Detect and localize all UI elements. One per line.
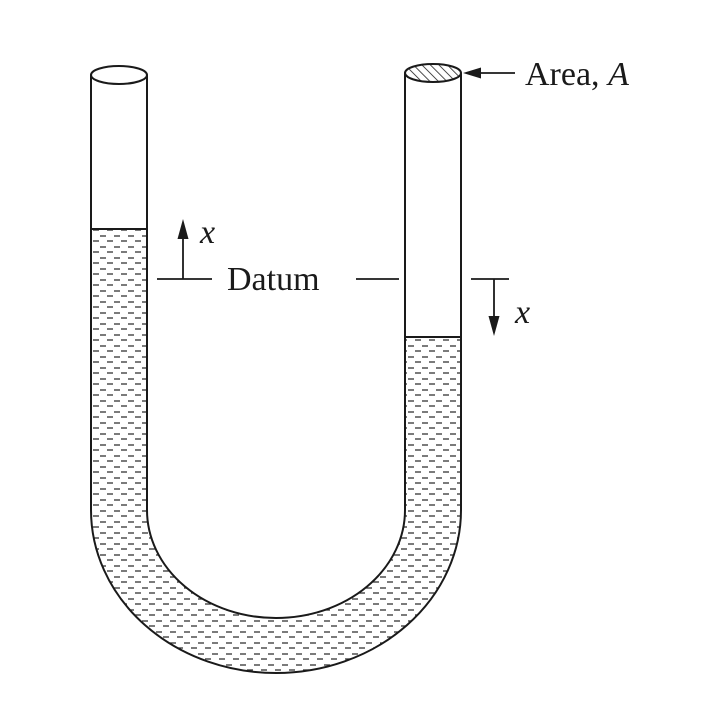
right-tube-opening — [405, 64, 461, 82]
left-displacement-label: x — [200, 214, 216, 251]
left-displacement-arrow — [178, 219, 189, 279]
datum-label: Datum — [227, 261, 320, 298]
right-displacement-label: x — [515, 294, 531, 331]
right-displacement-arrow — [489, 279, 500, 336]
area-symbol: A — [608, 56, 629, 93]
area-pointer-arrow — [463, 68, 515, 79]
area-label — [525, 56, 629, 93]
left-tube-opening — [91, 66, 147, 84]
area-label-text: Area, — [525, 56, 609, 93]
tube-inner-wall — [147, 73, 405, 618]
